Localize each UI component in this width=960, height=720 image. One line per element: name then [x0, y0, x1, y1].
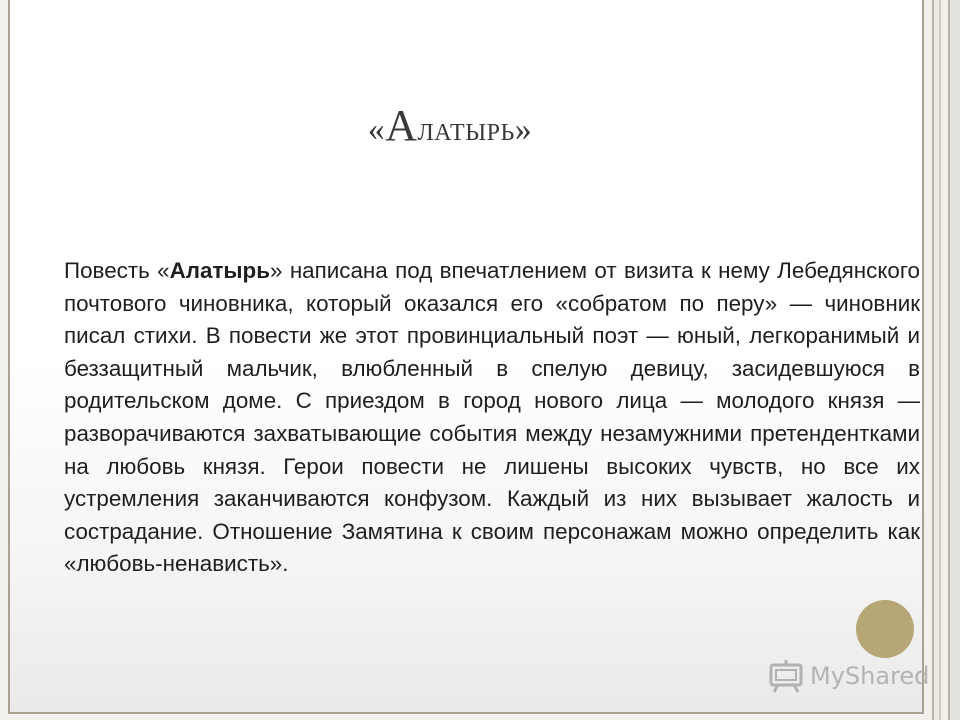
title-first-letter: А: [385, 101, 418, 150]
title-close-quote: »: [514, 111, 533, 148]
watermark: [768, 656, 929, 696]
slide-frame: [8, 0, 924, 714]
title-rest: латырь: [417, 111, 515, 148]
decorative-stripes: [926, 0, 960, 720]
chalkboard-icon: [768, 659, 806, 693]
slide-body: [64, 255, 920, 581]
slide-title: [10, 100, 890, 151]
body-intro: Повесть «: [64, 258, 170, 283]
accent-circle: [856, 600, 914, 658]
body-bold-title: Алатырь: [169, 258, 270, 283]
watermark-text: MyShared: [810, 662, 930, 690]
title-open-quote: «: [367, 111, 386, 148]
body-paragraph: » написана под впечатлением от визита к нему Лебедянского почтового чиновника, который оказался его «собратом по перу» — чиновник писал стихи. В повести же этот провинциальный поэт — юный, легкоранимый и беззащитный мальчик, влюбленный в спелую девицу, засидевшуюся в родительском доме. С приездом в город нового лица — молодого князя — разворачиваются захватывающие события между незамужними претендентками на любовь князя. Герои повести не лишены высоких чувств, но все их устремления заканчиваются конфузом. Каждый из них вызывает жалость и сострадание. Отношение Замятина к своим персонажам можно определить как «любовь-ненависть».: [64, 258, 920, 577]
